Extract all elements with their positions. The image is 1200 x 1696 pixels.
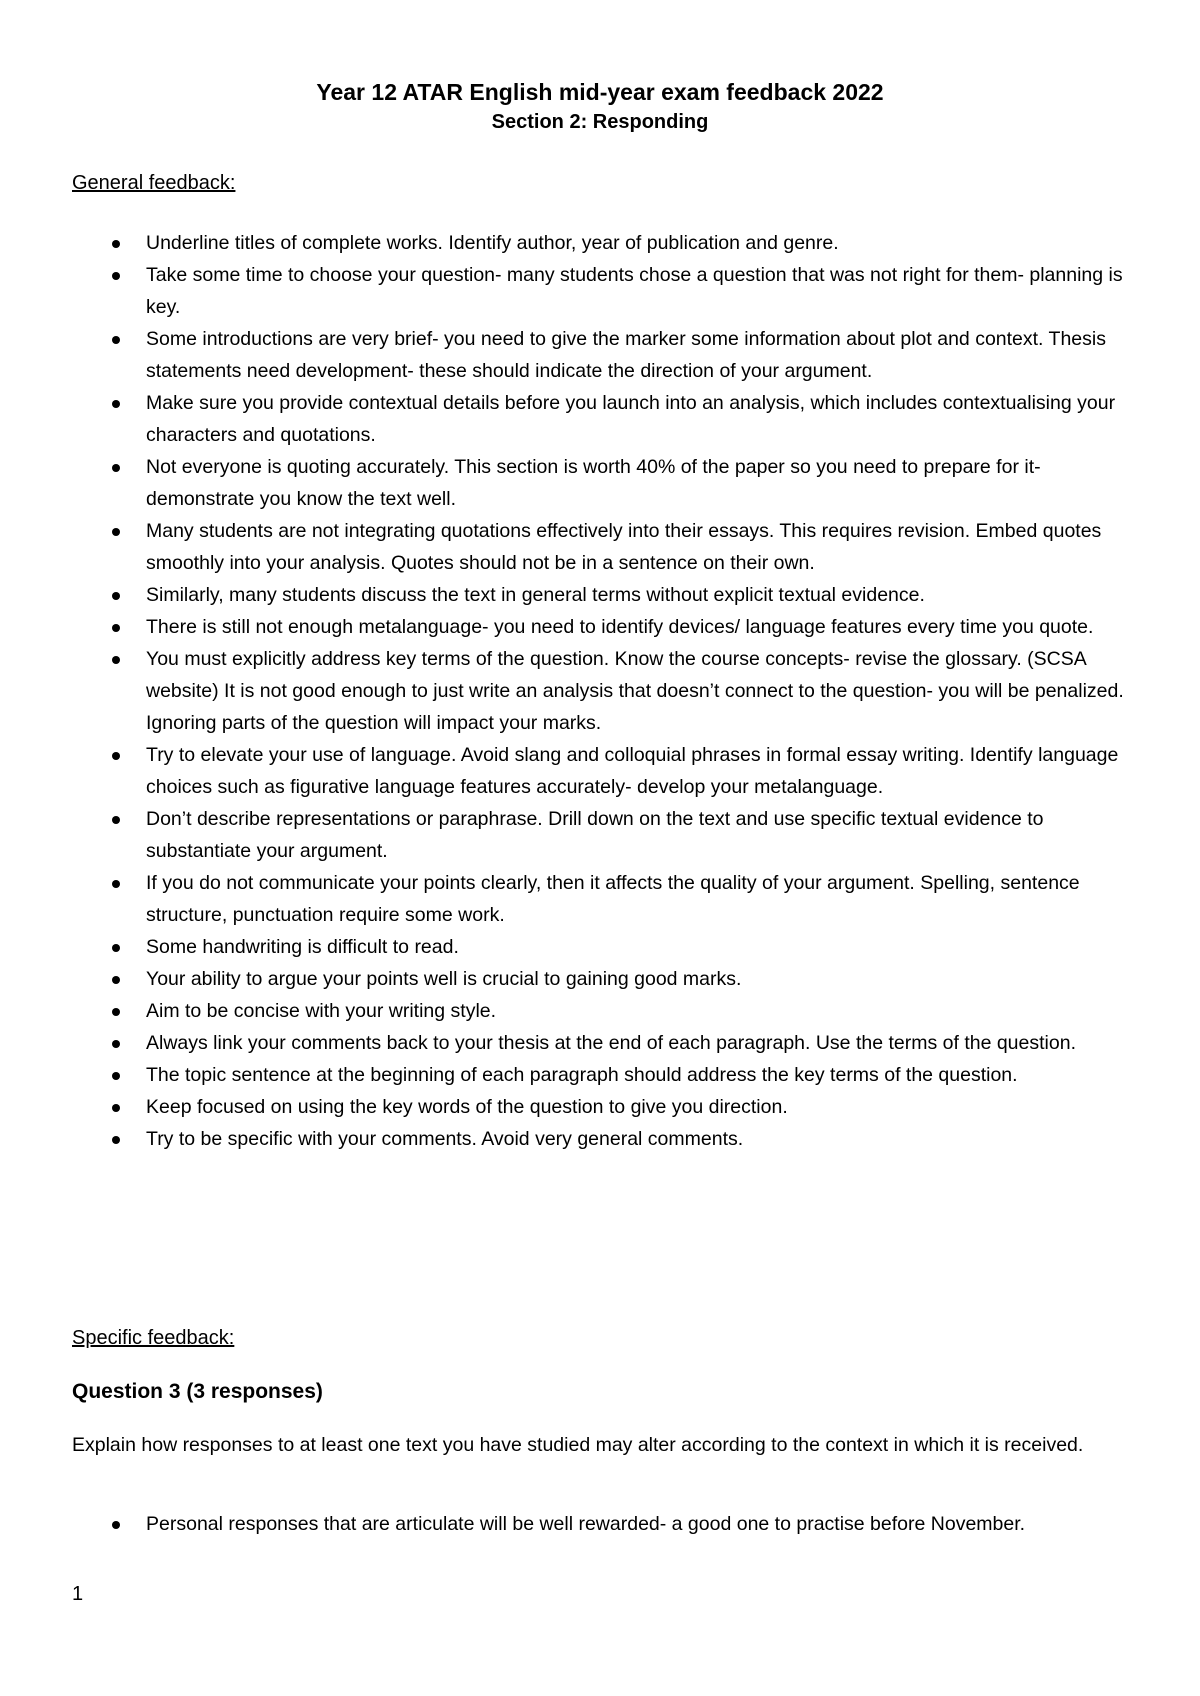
list-item-text: Keep focused on using the key words of the question to give you direction. (146, 1096, 788, 1118)
bullet-icon (112, 1104, 120, 1112)
list-item-text: The topic sentence at the beginning of each paragraph should address the key terms of the question. (146, 1064, 1018, 1086)
page-number: 1 (72, 1583, 84, 1605)
list-item (72, 259, 1142, 323)
list-item (72, 1123, 1142, 1155)
list-item-text: Your ability to argue your points well is crucial to gaining good marks. (146, 968, 742, 990)
bullet-icon (112, 1136, 120, 1144)
general-feedback-list (72, 227, 1142, 1155)
list-item-text: Try to elevate your use of language. Avoid slang and colloquial phrases in formal essay writing. Identify language choices such as figurative language features accurately- develop your metalanguage. (146, 744, 1119, 798)
specific-feedback-heading: Specific feedback: (72, 1327, 235, 1349)
bullet-icon (112, 272, 120, 280)
list-item-text: Always link your comments back to your thesis at the end of each paragraph. Use the terms of the question. (146, 1032, 1076, 1054)
bullet-icon (112, 528, 120, 536)
list-item-text: Some introductions are very brief- you need to give the marker some information about plot and context. Thesis statements need development- these should indicate the direction of your argument. (146, 328, 1106, 382)
list-item (72, 995, 1142, 1027)
bullet-icon (112, 1008, 120, 1016)
list-item-text: Similarly, many students discuss the text in general terms without explicit textual evidence. (146, 584, 925, 606)
bullet-icon (112, 1521, 120, 1529)
document-subtitle: Section 2: Responding (491, 111, 709, 133)
bullet-icon (112, 944, 120, 952)
list-item (72, 1059, 1142, 1091)
bullet-icon (112, 624, 120, 632)
list-item-text: Aim to be concise with your writing style. (146, 1000, 497, 1022)
list-item-text: Personal responses that are articulate will be well rewarded- a good one to practise before November. (146, 1513, 1026, 1535)
list-item-text: You must explicitly address key terms of the question. Know the course concepts- revise the glossary. (SCSA website) It is not good enough to just write an analysis that doesn’t connect to the question- you will be penalized. Ignoring parts of the question will impact your marks. (146, 648, 1124, 734)
list-item-text: Some handwriting is difficult to read. (146, 936, 459, 958)
list-item (72, 739, 1142, 803)
list-item (72, 643, 1142, 739)
question-heading: Question 3 (3 responses) (72, 1380, 323, 1403)
bullet-icon (112, 816, 120, 824)
document-title: Year 12 ATAR English mid-year exam feedback 2022 (316, 79, 884, 105)
list-item-text: Not everyone is quoting accurately. This section is worth 40% of the paper so you need to prepare for it- demonstrate you know the text well. (146, 456, 1041, 510)
list-item-text: Many students are not integrating quotations effectively into their essays. This requires revision. Embed quotes smoothly into your analysis. Quotes should not be in a sentence on their own. (146, 520, 1102, 574)
list-item (72, 515, 1142, 579)
list-item (72, 323, 1142, 387)
bullet-icon (112, 336, 120, 344)
list-item (72, 1027, 1142, 1059)
bullet-icon (112, 400, 120, 408)
bullet-icon (112, 592, 120, 600)
bullet-icon (112, 976, 120, 984)
bullet-icon (112, 752, 120, 760)
list-item (72, 803, 1142, 867)
list-item-text: If you do not communicate your points clearly, then it affects the quality of your argument. Spelling, sentence structure, punctuation require some work. (146, 872, 1080, 926)
bullet-icon (112, 656, 120, 664)
list-item (72, 867, 1142, 931)
list-item (72, 963, 1142, 995)
list-item-text: Underline titles of complete works. Identify author, year of publication and genre. (146, 232, 839, 254)
list-item-text: Take some time to choose your question- many students chose a question that was not right for them- planning is key. (146, 264, 1123, 318)
list-item (72, 387, 1142, 451)
list-item (72, 451, 1142, 515)
bullet-icon (112, 1040, 120, 1048)
general-feedback-heading: General feedback: (72, 172, 236, 194)
bullet-icon (112, 464, 120, 472)
list-item-text: Make sure you provide contextual details before you launch into an analysis, which includes contextualising your characters and quotations. (146, 392, 1116, 446)
list-item-text: There is still not enough metalanguage- you need to identify devices/ language features every time you quote. (146, 616, 1094, 638)
list-item (72, 931, 1142, 963)
bullet-icon (112, 880, 120, 888)
list-item-text: Don’t describe representations or paraphrase. Drill down on the text and use specific textual evidence to substantiate your argument. (146, 808, 1044, 862)
list-item (72, 611, 1142, 643)
list-item (72, 227, 1142, 259)
question-text: Explain how responses to at least one text you have studied may alter according to the context in which it is received. (72, 1434, 1084, 1456)
list-item-text: Try to be specific with your comments. Avoid very general comments. (146, 1128, 744, 1150)
list-item (72, 579, 1142, 611)
list-item (72, 1508, 1142, 1540)
bullet-icon (112, 240, 120, 248)
list-item (72, 1091, 1142, 1123)
question-feedback-list (72, 1508, 1142, 1540)
bullet-icon (112, 1072, 120, 1080)
